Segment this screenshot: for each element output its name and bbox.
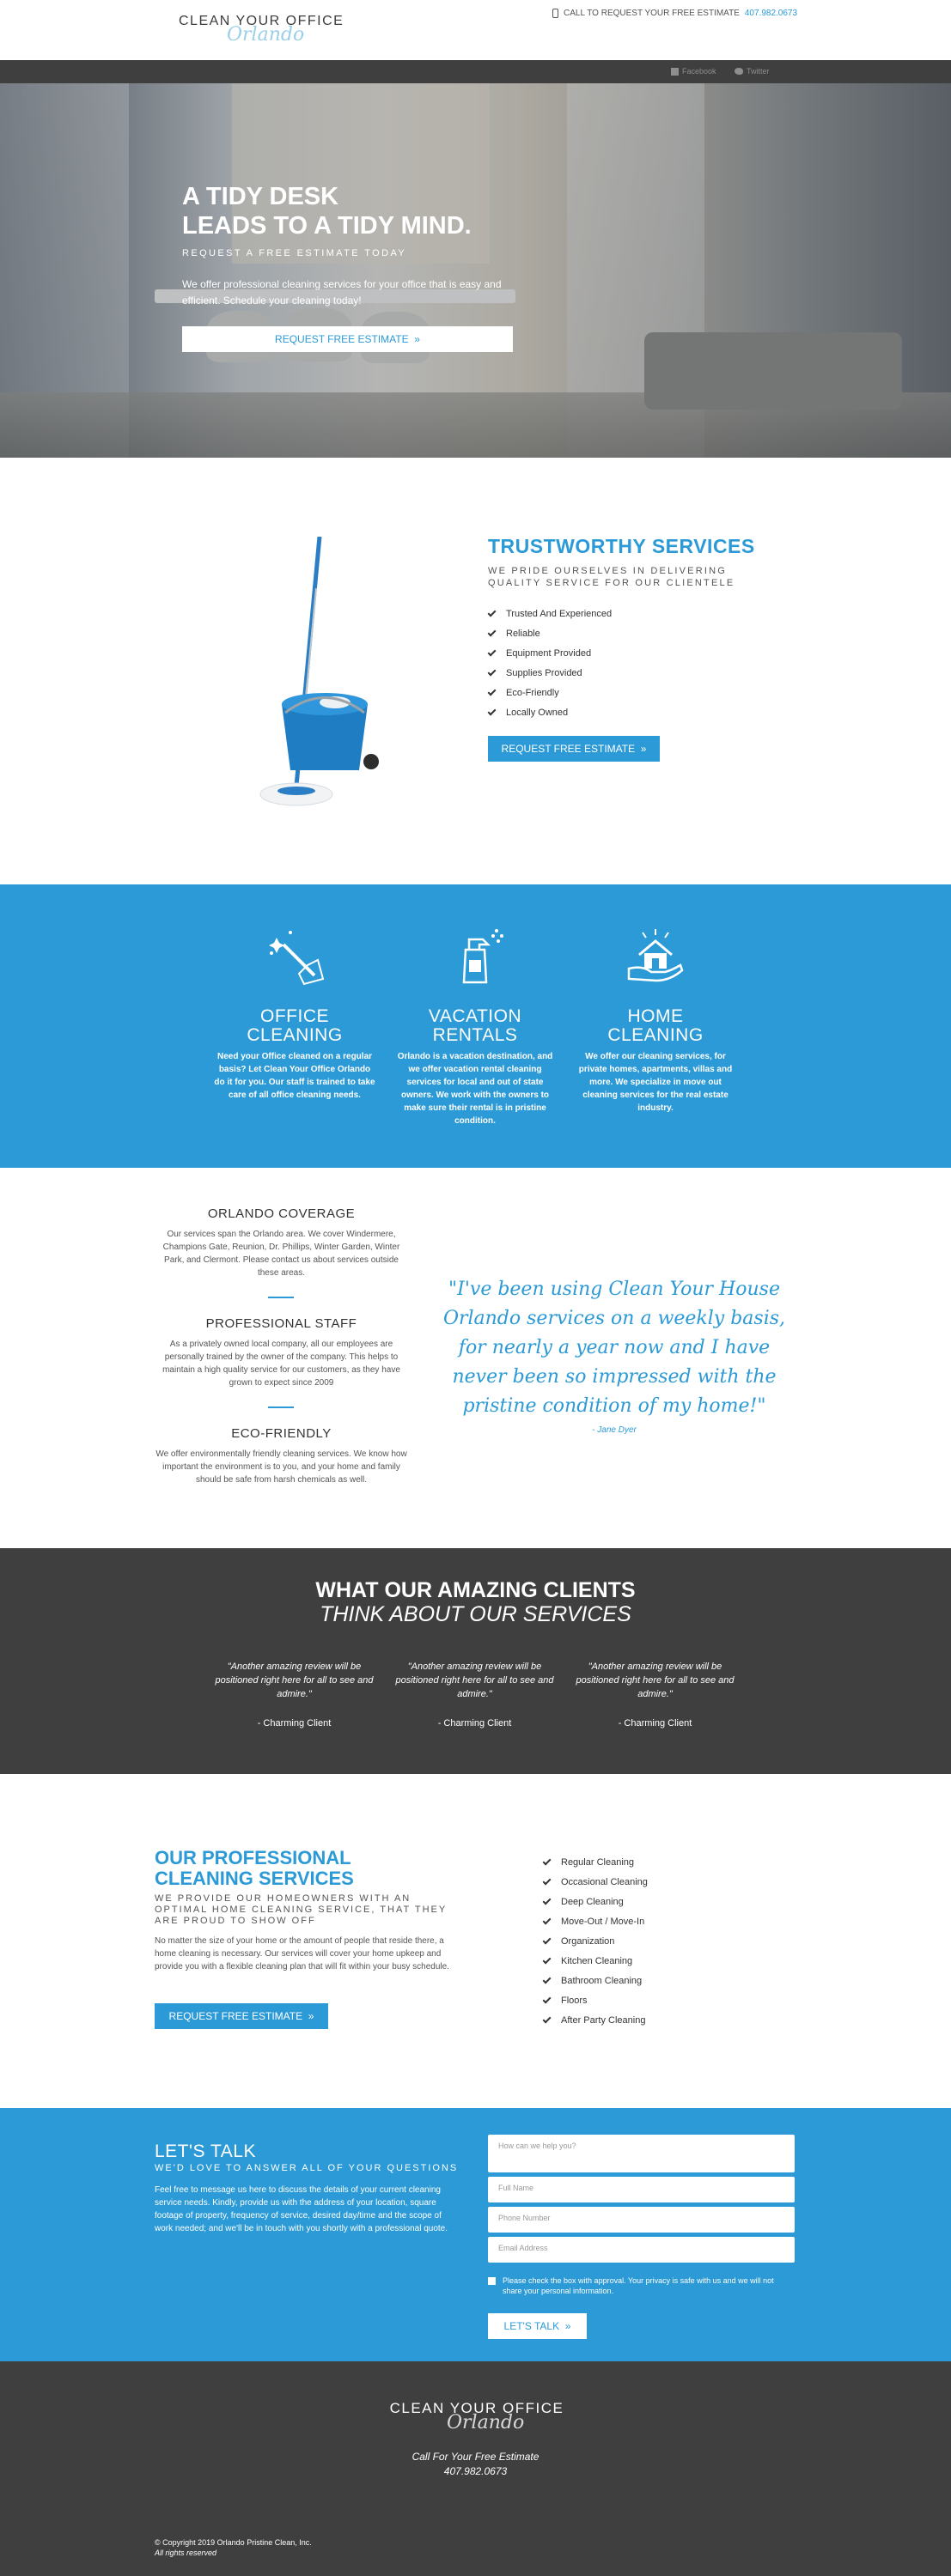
hero-button-label: REQUEST FREE ESTIMATE <box>275 333 409 345</box>
double-chevron-right-icon: » <box>411 333 420 345</box>
copyright <box>155 2537 312 2558</box>
facebook-link[interactable] <box>671 67 716 76</box>
check-icon <box>543 1916 552 1924</box>
staff-title: PROFESSIONAL STAFF <box>205 1316 357 1331</box>
list-item-label: Move-Out / Move-In <box>561 1916 645 1927</box>
list-item <box>488 663 612 683</box>
service-title: OFFICE CLEANING <box>247 1006 343 1045</box>
reviews-subtitle: THINK ABOUT OUR SERVICES <box>320 1602 631 1626</box>
check-icon <box>543 1856 552 1865</box>
list-item <box>543 1990 648 2010</box>
trust-request-estimate-button[interactable] <box>488 736 660 762</box>
message-field[interactable]: How can we help you? <box>488 2135 795 2172</box>
twitter-label: Twitter <box>747 67 770 76</box>
call-label: CALL TO REQUEST YOUR FREE ESTIMATE <box>564 9 740 18</box>
hero-banner <box>0 83 951 458</box>
check-icon <box>488 687 497 696</box>
twitter-link[interactable] <box>735 67 770 76</box>
check-icon <box>543 1955 552 1964</box>
contact-title: LET'S TALK <box>155 2142 256 2161</box>
list-item-label: Organization <box>561 1935 615 1947</box>
header-phone-link[interactable]: 407.982.0673 <box>744 9 798 18</box>
mop-bucket-image <box>249 537 387 811</box>
professional-title: OUR PROFESSIONAL CLEANING SERVICES <box>155 1847 354 1889</box>
staff-block <box>155 1316 408 1389</box>
service-title: HOME CLEANING <box>607 1006 704 1045</box>
hero-title <box>182 182 472 240</box>
service-text: Orlando is a vacation destination, and we offer vacation rental cleaning services for local and out of state owners. We work with the owners to make sure their rental is in pristine condition. <box>397 1052 553 1126</box>
review-author: - Charming Client <box>618 1718 692 1728</box>
list-item-label: Equipment Provided <box>506 647 592 659</box>
trust-subtitle: WE PRIDE OURSELVES IN DELIVERING QUALITY SERVICE FOR OUR CLIENTELE <box>488 566 735 588</box>
professional-text: No matter the size of your home or the amount of people that reside there, a home cleaning is necessary. Our services will cover your home upkeep and provide you with a flexible cleaning plan that will fit within your busy schedule. <box>155 1936 449 1971</box>
reviews-title: WHAT OUR AMAZING CLIENTS <box>315 1578 636 1602</box>
consent-text: Please check the box with approval. Your privacy is safe with us and we will not share your personal information. <box>503 2276 774 2295</box>
phone-icon <box>552 9 558 18</box>
list-item <box>543 1931 648 1951</box>
eco-block <box>155 1426 408 1486</box>
professional-button-label: REQUEST FREE ESTIMATE <box>168 2010 303 2022</box>
hero-description: We offer professional cleaning services for your office that is easy and efficient. Schedule your cleaning today! <box>182 278 502 307</box>
consent-row <box>488 2275 795 2296</box>
rights-text: All rights reserved <box>155 2549 217 2557</box>
list-item-label: Eco-Friendly <box>506 687 559 698</box>
list-item <box>488 623 612 643</box>
hero-subtitle: REQUEST A FREE ESTIMATE TODAY <box>182 248 407 258</box>
list-item <box>488 702 612 722</box>
twitter-icon <box>735 68 743 75</box>
list-item-label: After Party Cleaning <box>561 2014 646 2026</box>
footer-call-line: Call For Your Free Estimate <box>411 2451 540 2463</box>
contact-section <box>0 2108 951 2361</box>
coverage-title: ORLANDO COVERAGE <box>207 1206 356 1221</box>
check-icon <box>543 1876 552 1885</box>
contact-text: Feel free to message us here to discuss the details of your current cleaning service needs. Kindly, provide us with the address of your location, square footage of property, frequency of service, desired day/time and the scope of work needed; and we'll be in touch with you shortly with a professional quote. <box>155 2185 448 2233</box>
lets-talk-button[interactable] <box>488 2313 587 2339</box>
phone-number-field[interactable]: Phone Number <box>488 2207 795 2233</box>
testimonial-quote: "I've been using Clean Your House Orlando services on a weekly basis, for nearly a year now and I have never been so impressed with the pristine condition of my home!" <box>442 1279 786 1417</box>
trust-title: TRUSTWORTHY SERVICES <box>488 535 755 557</box>
list-item-label: Trusted And Experienced <box>506 608 613 619</box>
call-to-request <box>552 9 797 18</box>
list-item <box>543 1872 648 1892</box>
list-item <box>488 604 612 623</box>
eco-text: We offer environmentally friendly cleaning services. We know how important the environment is to you, and your home and family should be safe from harsh chemicals as well. <box>155 1449 407 1485</box>
check-icon <box>543 1935 552 1944</box>
hero-overlay <box>0 83 951 458</box>
double-chevron-right-icon: » <box>305 2010 314 2022</box>
logo-text: CLEAN YOUR OFFICE <box>179 14 344 28</box>
list-item-label: Regular Cleaning <box>561 1856 634 1868</box>
list-item <box>543 1971 648 1990</box>
review-author: - Charming Client <box>437 1718 512 1728</box>
lets-talk-button-label: LET'S TALK <box>503 2320 560 2332</box>
coverage-text: Our services span the Orlando area. We cover Windermere, Champions Gate, Reunion, Dr. Phillips, Winter Garden, Winter Park, and Clermont. Please contact us about services outside these areas. <box>162 1230 400 1278</box>
double-chevron-right-icon: » <box>562 2320 571 2332</box>
check-icon <box>543 1995 552 2003</box>
full-name-field[interactable]: Full Name <box>488 2177 795 2202</box>
double-chevron-right-icon: » <box>637 743 647 755</box>
check-icon <box>488 628 497 636</box>
coverage-block <box>155 1206 408 1279</box>
trust-checklist <box>488 604 612 722</box>
check-icon <box>543 1896 552 1905</box>
house-in-hand-icon <box>625 926 686 986</box>
check-icon <box>543 2014 552 2023</box>
footer-logo[interactable] <box>387 2400 567 2434</box>
bucket-wheel <box>363 754 379 769</box>
service-vacation-rentals <box>393 926 557 1127</box>
professional-request-estimate-button[interactable] <box>155 2003 328 2029</box>
site-logo[interactable] <box>179 14 351 48</box>
spray-bottle-icon <box>445 926 505 986</box>
hero-title-line2: LEADS TO A TIDY MIND. <box>182 212 472 240</box>
list-item-label: Reliable <box>506 628 540 639</box>
review-author: - Charming Client <box>257 1718 332 1728</box>
check-icon <box>488 707 497 715</box>
eco-title: ECO-FRIENDLY <box>231 1426 332 1441</box>
list-item-label: Supplies Provided <box>506 667 582 678</box>
service-text: Need your Office cleaned on a regular basis? Let Clean Your Office Orlando do it for you. Our staff is trained to take care of all office cleaning needs. <box>214 1052 375 1100</box>
list-item-label: Deep Cleaning <box>561 1896 624 1907</box>
mop-base <box>277 787 315 795</box>
site-header <box>0 0 951 60</box>
consent-checkbox[interactable] <box>488 2277 496 2285</box>
footer-call <box>0 2450 951 2479</box>
list-item <box>543 1852 648 1872</box>
check-icon <box>488 667 497 676</box>
testimonial-author: - Jane Dyer <box>592 1425 637 1435</box>
professional-subtitle: WE PROVIDE OUR HOMEOWNERS WITH AN OPTIMAL HOME CLEANING SERVICE, THAT THEY ARE PROUD TO SHOW OFF <box>155 1893 447 1926</box>
list-item <box>543 1911 648 1931</box>
review-text: "Another amazing review will be positioned right here for all to see and admire." <box>215 1662 374 1699</box>
list-item-label: Occasional Cleaning <box>561 1876 648 1887</box>
hero-request-estimate-button[interactable] <box>182 326 513 352</box>
service-office-cleaning <box>213 926 376 1102</box>
services-checklist <box>543 1852 648 2030</box>
list-item <box>543 1951 648 1971</box>
trust-button-label: REQUEST FREE ESTIMATE <box>501 743 636 755</box>
footer-phone-link[interactable]: 407.982.0673 <box>443 2465 508 2477</box>
logo-script-text: Orlando <box>227 24 305 46</box>
list-item <box>488 643 612 663</box>
contact-subtitle: WE'D LOVE TO ANSWER ALL OF YOUR QUESTIONS <box>155 2163 459 2173</box>
list-item <box>543 1892 648 1911</box>
facebook-icon <box>671 68 679 76</box>
list-item-label: Kitchen Cleaning <box>561 1955 633 1966</box>
review-text: "Another amazing review will be positioned right here for all to see and admire." <box>576 1662 735 1699</box>
review-text: "Another amazing review will be positioned right here for all to see and admire." <box>395 1662 554 1699</box>
social-bar <box>0 60 951 83</box>
check-icon <box>488 647 497 656</box>
list-item-label: Bathroom Cleaning <box>561 1975 643 1986</box>
list-item <box>488 683 612 702</box>
reviews-section <box>0 1548 951 1774</box>
hero-title-line1: A TIDY DESK <box>182 183 339 210</box>
email-field[interactable]: Email Address <box>488 2237 795 2263</box>
check-icon <box>543 1975 552 1984</box>
list-item-label: Locally Owned <box>506 707 569 718</box>
section-divider <box>268 1406 294 1408</box>
service-text: We offer our cleaning services, for private homes, apartments, villas and more. We specialize in move out cleaning services for the real estate industry. <box>578 1052 733 1113</box>
broom-sparkle-icon <box>265 926 325 986</box>
list-item-label: Floors <box>561 1995 588 2006</box>
footer-logo-text: CLEAN YOUR OFFICE <box>389 2400 564 2416</box>
list-item <box>543 2010 648 2030</box>
staff-text: As a privately owned local company, all our employees are personally trained by the owner of the company. This helps to maintain a high quality service for our customers, as they have grown to expect since 2009 <box>162 1340 400 1388</box>
copyright-text: © Copyright 2019 Orlando Pristine Clean, Inc. <box>155 2538 312 2547</box>
services-section <box>0 884 951 1168</box>
service-home-cleaning <box>574 926 737 1115</box>
facebook-label: Facebook <box>682 67 716 76</box>
section-divider <box>268 1297 294 1298</box>
footer-logo-script: Orlando <box>447 2412 525 2433</box>
check-icon <box>488 608 497 617</box>
site-footer <box>0 2361 951 2576</box>
service-title: VACATION RENTALS <box>428 1006 522 1045</box>
